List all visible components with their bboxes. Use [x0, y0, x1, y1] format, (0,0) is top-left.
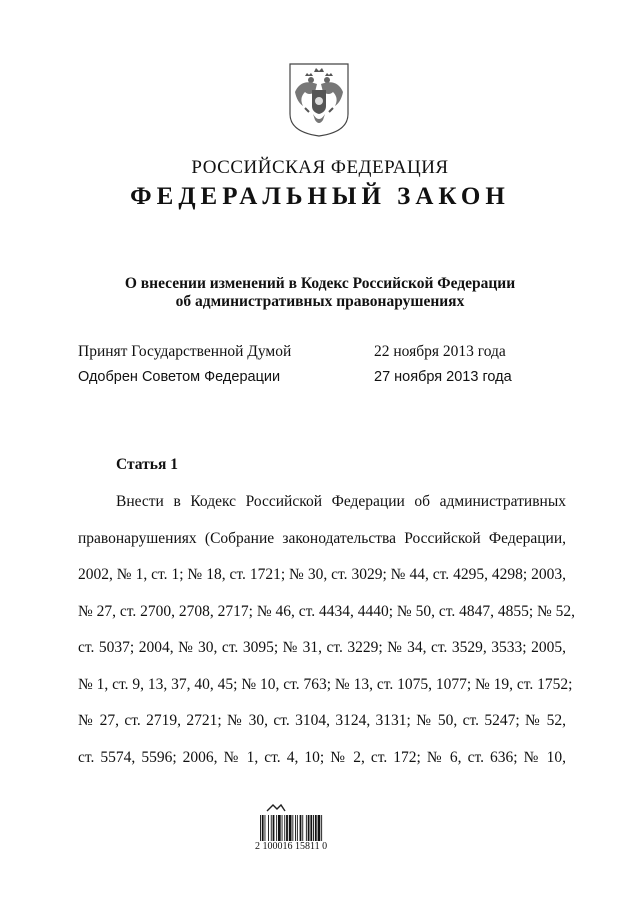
law-subject-line-2: об административных правонарушениях — [175, 293, 465, 310]
document-type-title: ФЕДЕРАЛЬНЫЙ ЗАКОН — [130, 183, 510, 210]
article-body — [78, 484, 576, 776]
article-line: № 27, ст. 2700, 2708, 2717; № 46, ст. 4434, 4440; № 50, ст. 4847, 4855; № 52, — [78, 602, 576, 620]
registration-mark-icon — [265, 803, 287, 813]
article-line: № 27, ст. 2719, 2721; № 30, ст. 3104, 3124, 3131; № 50, ст. 5247; № 52, — [78, 712, 566, 729]
article-line: Внести в Кодекс Российской Федерации об административных — [116, 493, 566, 510]
duma-adoption-date: 22 ноября 2013 года — [374, 343, 506, 360]
duma-adoption-label: Принят Государственной Думой — [78, 343, 292, 360]
law-subject — [0, 275, 640, 311]
barcode-icon — [259, 815, 349, 841]
council-approval-date: 27 ноября 2013 года — [374, 369, 512, 385]
article-line: ст. 5037; 2004, № 30, ст. 3095; № 31, ст. 3229; № 34, ст. 3529, 3533; 2005, — [78, 639, 566, 656]
article-line: правонарушениях (Собрание законодательства Российской Федерации, — [78, 529, 566, 547]
article-line: № 1, ст. 9, 13, 37, 40, 45; № 10, ст. 763; № 13, ст. 1075, 1077; № 19, ст. 1752; — [78, 675, 573, 693]
barcode-number: 2 100016 15811 0 — [255, 841, 328, 852]
law-subject-line-1: О внесении изменений в Кодекс Российской Федерации — [124, 275, 516, 292]
article-line: 2002, № 1, ст. 1; № 18, ст. 1721; № 30, ст. 3029; № 44, ст. 4295, 4298; 2003, — [78, 566, 566, 583]
article-line: ст. 5574, 5596; 2006, № 1, ст. 4, 10; № 2, ст. 172; № 6, ст. 636; № 10, — [78, 748, 566, 766]
country-name: РОССИЙСКАЯ ФЕДЕРАЦИЯ — [191, 157, 449, 178]
council-approval-label: Одобрен Советом Федерации — [78, 369, 281, 385]
article-heading: Статья 1 — [116, 456, 178, 473]
barcode — [255, 803, 355, 853]
coat-of-arms-icon — [287, 62, 351, 138]
